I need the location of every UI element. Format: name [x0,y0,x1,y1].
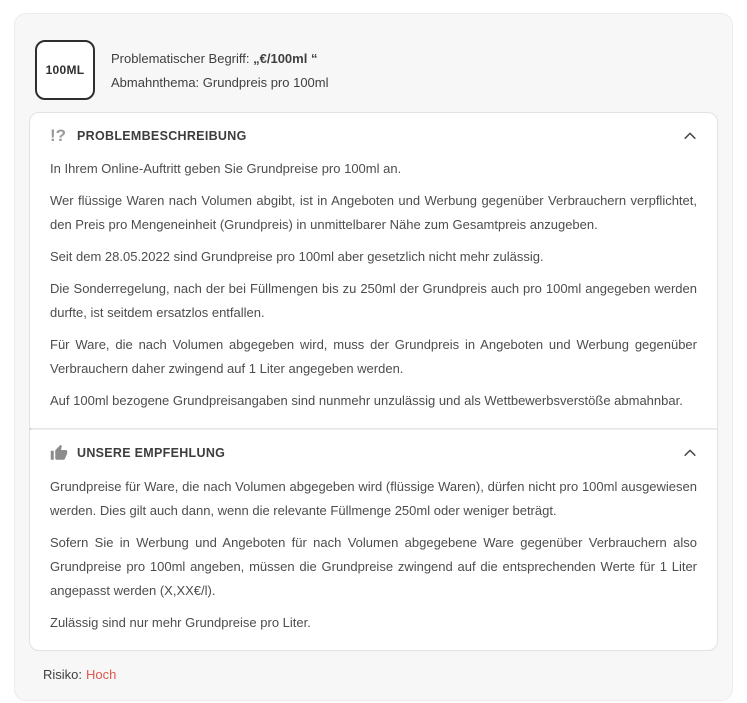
section-title: PROBLEMBESCHREIBUNG [77,128,247,143]
section-problembeschreibung-body [30,144,717,428]
risk-label: Risiko: [43,667,83,682]
paragraph: Wer flüssige Waren nach Volumen abgibt, ist in Angeboten und Werbung gegenüber Verbrauchern verpflichtet, den Preis pro Mengeneinheit (Grundpreis) in unmittelbarer Nähe zum Gesamtpreis anzugeben. [50,193,697,232]
paragraph: Auf 100ml bezogene Grundpreisangaben sind nunmehr unzulässig und als Wettbewerbsverstöße abmahnbar. [50,393,683,408]
problematic-term-value: „€/100ml “ [253,50,318,66]
paragraph: Zulässig sind nur mehr Grundpreise pro Liter. [50,615,311,630]
interrobang-icon: !? [50,126,67,145]
section-empfehlung-header[interactable] [30,430,717,462]
section-empfehlung-body [30,462,717,650]
thumbs-up-icon [50,444,77,462]
risk-value: Hoch [86,667,117,682]
paragraph: Grundpreise für Ware, die nach Volumen abgegeben wird (flüssige Waren), dürfen nicht pro 100ml ausgewiesen werden. Dies gilt auch dann, wenn die relevante Füllmenge 250ml oder weniger beträgt. [50,479,697,518]
paragraph: Für Ware, die nach Volumen abgegeben wird, muss der Grundpreis in Angeboten und Werbung gegenüber Verbrauchern daher zwingend auf 1 Liter angegeben werden. [50,337,697,376]
problematic-term-line [111,51,329,66]
section-empfehlung [30,430,717,650]
paragraph: Seit dem 28.05.2022 sind Grundpreise pro 100ml aber gesetzlich nicht mehr zulässig. [50,249,544,264]
card-header [29,40,718,100]
paragraph: Die Sonderregelung, nach der bei Füllmengen bis zu 250ml der Grundpreis auch pro 100ml angegeben werden durfte, ist seitdem ersatzlos entfallen. [50,281,697,320]
term-badge [35,40,95,100]
risk-footer [29,651,718,682]
section-title: UNSERE EMPFEHLUNG [77,446,226,460]
section-problembeschreibung-header[interactable] [30,113,717,144]
details-panel [29,112,718,651]
header-lines [111,51,329,90]
warning-term-card [14,13,733,701]
paragraph: Sofern Sie in Werbung und Angeboten für nach Volumen abgegebene Ware gegenüber Verbrauchern also Grundpreise pro 100ml angeben, müssen die Grundpreise zwingend auf die entsprechenden Werte für 1 Liter angepasst werden (X,XX€/l). [50,535,697,598]
problematic-term-label: Problematischer Begriff: [111,50,250,66]
abmahnthema-line: Abmahnthema: Grundpreis pro 100ml [111,74,329,90]
section-problembeschreibung [30,113,717,428]
chevron-up-icon[interactable] [683,129,697,143]
term-badge-label: 100ML [45,63,85,77]
chevron-up-icon[interactable] [683,446,697,460]
paragraph: In Ihrem Online-Auftritt geben Sie Grundpreise pro 100ml an. [50,161,402,176]
